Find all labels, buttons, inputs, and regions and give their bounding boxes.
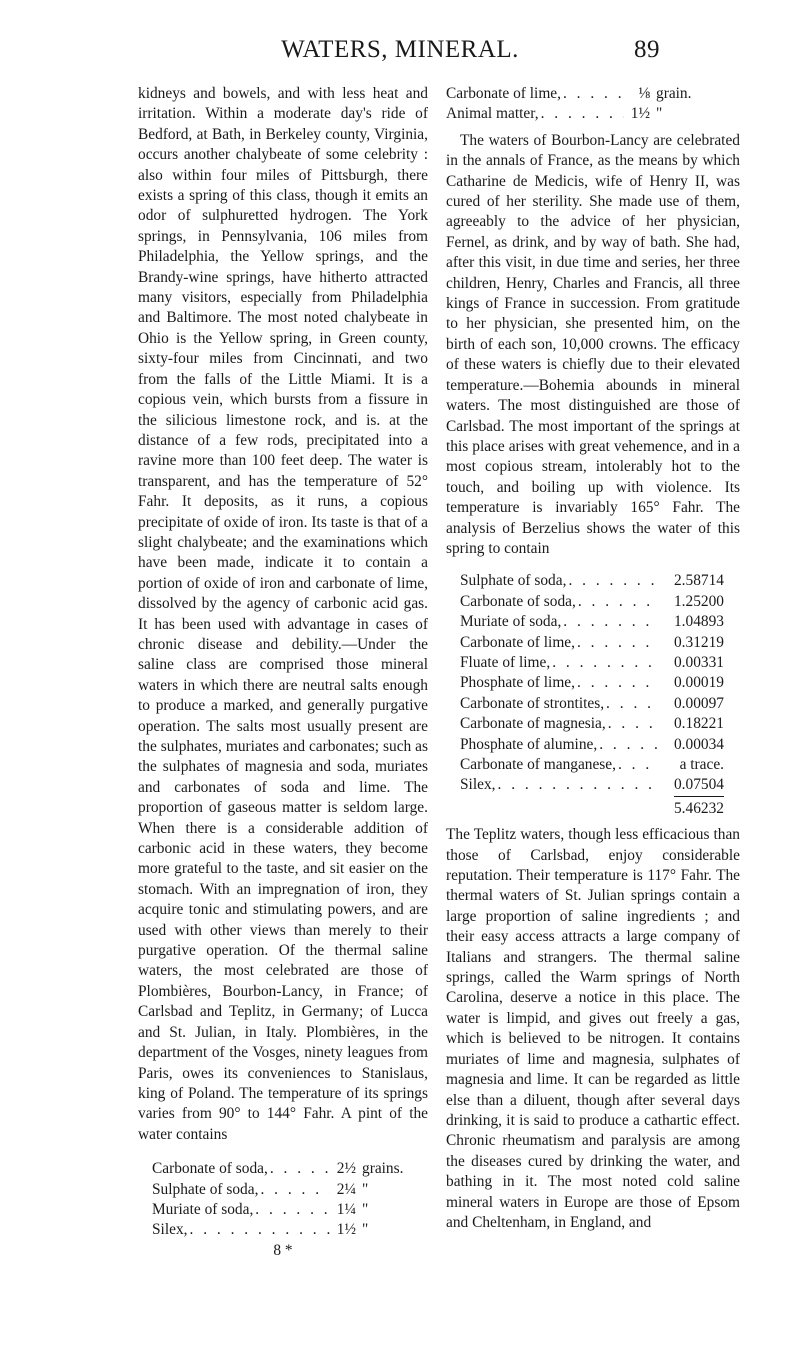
leader-dots bbox=[578, 592, 660, 612]
row-unit: " bbox=[362, 1221, 369, 1239]
row-amount: 0.00019 bbox=[673, 674, 724, 692]
row-name: Sulphate of soda, bbox=[460, 572, 567, 590]
leader-dots bbox=[606, 694, 660, 714]
table-total bbox=[460, 796, 724, 819]
row-amount: a trace. bbox=[679, 756, 724, 773]
row-amount: 1¼ bbox=[336, 1200, 356, 1218]
table-row bbox=[460, 714, 724, 734]
row-amount: 2¼ bbox=[336, 1180, 356, 1198]
leader-dots bbox=[577, 633, 660, 653]
row-amount: 2½ bbox=[336, 1160, 356, 1178]
leader-dots bbox=[498, 775, 661, 795]
leader-dots bbox=[563, 84, 624, 104]
row-name: Animal matter, bbox=[446, 105, 539, 123]
row-amount: 0.00097 bbox=[673, 694, 724, 712]
row-amount: 0.00034 bbox=[673, 735, 724, 753]
row-unit: grains. bbox=[362, 1160, 404, 1178]
table-row bbox=[460, 735, 724, 755]
row-name: Phosphate of alumine, bbox=[460, 735, 598, 753]
row-name: Fluate of lime, bbox=[460, 653, 551, 671]
table-row bbox=[460, 694, 724, 714]
row-amount: 1½ bbox=[336, 1221, 356, 1239]
row-amount: 2.58714 bbox=[673, 572, 724, 590]
table-row bbox=[460, 571, 724, 591]
leader-dots bbox=[618, 755, 660, 775]
leader-dots bbox=[552, 653, 660, 673]
row-name: Carbonate of lime, bbox=[460, 633, 575, 651]
table-row bbox=[460, 592, 724, 612]
row-name: Muriate of soda, bbox=[152, 1200, 254, 1218]
signature-mark: 8 * bbox=[273, 1241, 293, 1259]
continued-table bbox=[446, 84, 708, 125]
running-title: WATERS, MINERAL. bbox=[281, 36, 519, 63]
table-row bbox=[460, 612, 724, 632]
row-unit: grain. bbox=[656, 85, 692, 102]
row-name: Carbonate of soda, bbox=[460, 592, 576, 610]
row-amount: 0.07504 bbox=[673, 776, 724, 794]
row-name: Carbonate of strontites, bbox=[460, 694, 605, 712]
table-row bbox=[460, 775, 724, 795]
row-unit: " bbox=[362, 1200, 369, 1218]
row-unit: " bbox=[362, 1180, 369, 1198]
row-amount: 0.18221 bbox=[673, 715, 724, 733]
row-name: Phosphate of lime, bbox=[460, 674, 575, 692]
total-value: 5.46232 bbox=[674, 796, 724, 819]
table-row bbox=[460, 673, 724, 693]
table-row bbox=[460, 755, 724, 775]
leader-dots bbox=[599, 735, 660, 755]
right-paragraph-2: The Teplitz waters, though less efficacious than those of Carlsbad, enjoy considerable reputation. Their temperature is 117° Fahr. The thermal waters of St. Julian springs contain a large proportion of saline ingredients ; and their easy access attracts a large company of Italians and strangers. The thermal saline springs, called the Warm springs of North Carolina, deserve a notice in this place. The water is limpid, and gives out freely a gas, which is believed to be nitrogen. It contains muriates of lime and magnesia, sulphates of magnesia and lime. It can be regarded as little else than a diluent, though after several days drinking, it is said to produce a cathartic effect. Chronic rheumatism and paralysis are among the diseases cured by drinking the water, and bathing in it. The most noted cold saline mineral waters in Europe are those of Epsom and Cheltenham, in England, and bbox=[446, 826, 740, 1231]
left-paragraph: kidneys and bowels, and with less heat and irritation. Within a moderate day's ride of Bedford, at Bath, in Berkeley county, Virginia, occurs another chalybeate of some celebrity : also within four miles of Pittsburgh, there exists a spring of this class, though it emits an odor of sulphuretted hydrogen. The York springs, in Pennsylvania, 106 miles from Philadelphia, the Yellow springs, and the Brandy-wine springs, have hitherto attracted many visitors, especially from Philadelphia and Baltimore. The most noted chalybeate in Ohio is the Yellow spring, in Green county, sixty-four miles from Cincinnati, and two from the falls of the Little Miami. It is a copious vein, which bursts from a fissure in the silicious limestone rock, and is. at the distance of a few rods, precipitated into a ravine more than 100 feet deep. The water is transparent, and has the temperature of 52° Fahr. It deposits, as it runs, a copious precipitate of oxide of iron. Its taste is that of a slight chalybeate; and the examinations which have been made, indicate it to contain a portion of oxide of iron and carbonate of lime, dissolved by the agency of carbonic acid gas. It has been used with advantage in cases of chronic disease and debility.—Under the saline class are comprised those mineral waters in which there are neutral salts enough to produce a marked, and generally purgative operation. The salts most usually present are the sulphates, muriates and carbonates; such as the sulphates of magnesia and soda, muriates and carbonates of soda and lime. The proportion of gaseous matter is seldom large. When there is a considerable addition of carbonic acid in these waters, they become more grateful to the taste, and sit easier on the stomach. With an impregnation of iron, they acquire tonic and stimulating powers, and are used with other views than merely to their purgative operation. Of the thermal saline waters, the most celebrated are those of Plombières, Bourbon-Lancy, in France; of Carlsbad and Teplitz, in Germany; of Lucca and St. Julian, in Italy. Plombières, in the department of the Vosges, ninety leagues from Paris, owes its conveniences to Stanislaus, king of Poland. The temperature of its springs varies from 90° to 144° Fahr. A pint of the water contains bbox=[138, 85, 428, 1143]
table-row bbox=[152, 1220, 414, 1240]
row-name: Sulphate of soda, bbox=[152, 1180, 259, 1198]
row-name: Carbonate of manganese, bbox=[460, 756, 616, 773]
leader-dots bbox=[255, 1200, 330, 1220]
row-name: Muriate of soda, bbox=[460, 613, 562, 631]
row-amount: 1.04893 bbox=[673, 613, 724, 631]
table-row bbox=[446, 104, 708, 124]
row-amount: 0.00331 bbox=[673, 653, 724, 671]
table-row bbox=[152, 1200, 414, 1220]
row-name: Carbonate of magnesia, bbox=[460, 715, 606, 733]
leader-dots bbox=[608, 714, 660, 734]
row-name: Silex, bbox=[152, 1221, 188, 1239]
right-column bbox=[446, 84, 740, 1233]
leader-dots bbox=[541, 104, 624, 124]
carlsbad-analysis-table bbox=[460, 571, 724, 819]
right-paragraph-1: The waters of Bourbon-Lancy are celebrated in the annals of France, as the means by which Catharine de Medicis, wife of Henry II, was cured of her sterility. She made use of them, agreeably to the advice of her physician, Fernel, as drink, and by way of bath. She had, after this visit, in due time and series, her three children, Henry, Charles and Francis, all three kings of France in succession. From gratitude to her physician, she presented him, on the birth of each son, 10,000 crowns. The efficacy of these waters is chiefly due to their elevated temperature.—Bohemia abounds in mineral waters. The most distinguished are those of Carlsbad. The most important of the springs at this place arises with great vehemence, and in a most copious stream, intolerably hot to the touch, and boiling up with violence. Its temperature is invariably 165° Fahr. The analysis of Berzelius shows the water of this spring to contain bbox=[446, 131, 740, 557]
leader-dots bbox=[568, 571, 660, 591]
row-name: Carbonate of soda, bbox=[152, 1160, 268, 1178]
row-amount: 1.25200 bbox=[673, 592, 724, 610]
leader-dots bbox=[270, 1159, 330, 1179]
leader-dots bbox=[577, 673, 660, 693]
table-row bbox=[152, 1159, 414, 1179]
running-head bbox=[0, 36, 800, 66]
table-row bbox=[446, 84, 708, 104]
table-row bbox=[460, 653, 724, 673]
pint-contents-table bbox=[152, 1159, 414, 1241]
table-row bbox=[460, 633, 724, 653]
row-amount: ⅛ bbox=[638, 85, 650, 102]
row-name: Silex, bbox=[460, 776, 496, 794]
row-unit: " bbox=[656, 105, 663, 123]
row-amount: 1½ bbox=[630, 105, 650, 123]
leader-dots bbox=[563, 612, 660, 632]
table-row bbox=[152, 1180, 414, 1200]
page-number: 89 bbox=[634, 36, 660, 63]
row-name: Carbonate of lime, bbox=[446, 85, 561, 102]
leader-dots bbox=[190, 1220, 331, 1240]
leader-dots bbox=[260, 1180, 330, 1200]
row-amount: 0.31219 bbox=[673, 633, 724, 651]
left-column bbox=[138, 84, 428, 1261]
